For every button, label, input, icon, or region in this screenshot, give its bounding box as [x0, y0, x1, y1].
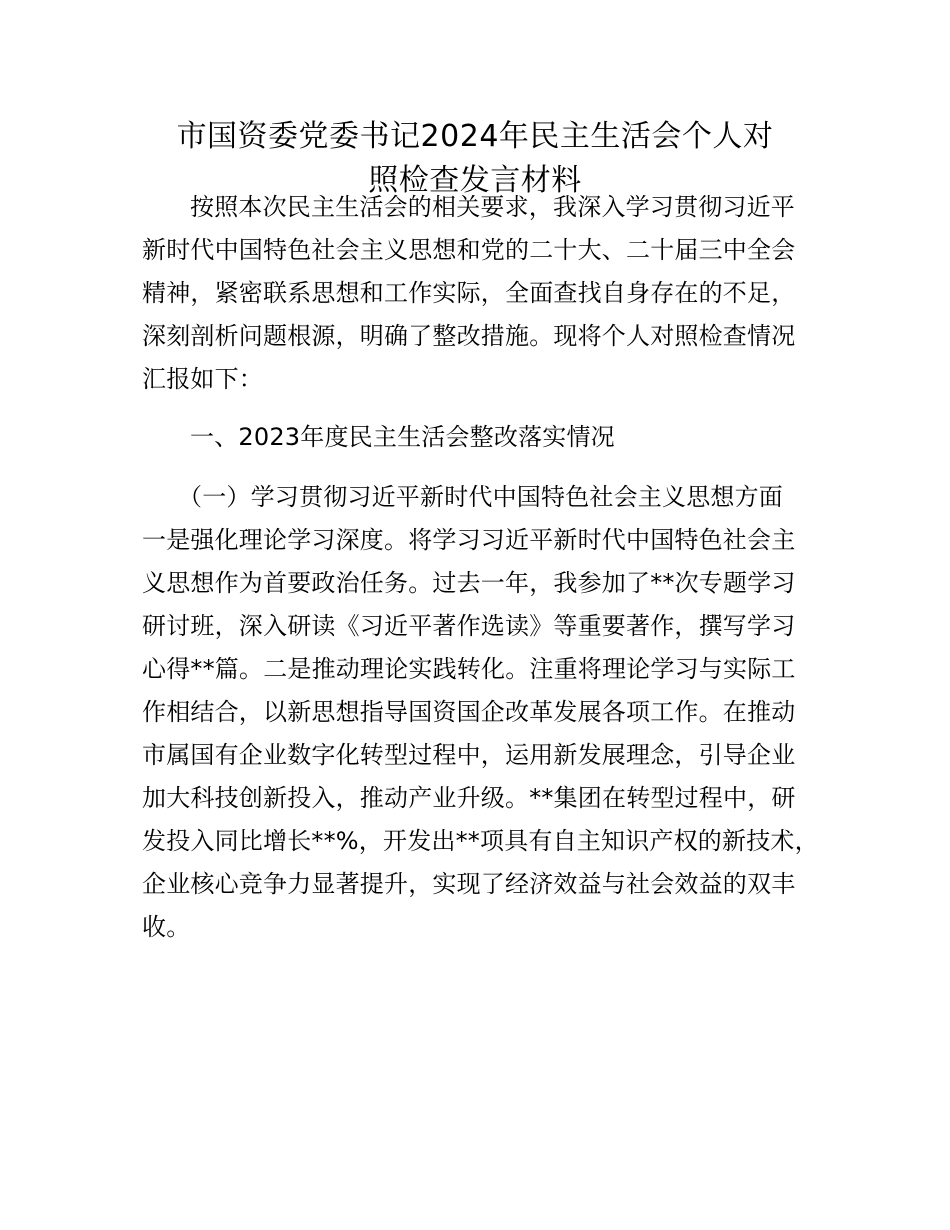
intro-line-3: 精神，紧密联系思想和工作实际，全面查找自身存在的不足， — [142, 279, 796, 307]
body-line-9: 企业核心竞争力显著提升，实现了经济效益与社会效益的双丰 — [142, 870, 796, 898]
body-line-10: 收。 — [142, 913, 191, 941]
body-line-6: 市属国有企业数字化转型过程中，运用新发展理念，引导企业 — [142, 741, 796, 769]
body-line-2: 义思想作为首要政治任务。过去一年，我参加了**次专题学习 — [142, 569, 796, 597]
section-heading: 一、2023年度民主生活会整改落实情况 — [190, 423, 615, 451]
intro-line-1: 按照本次民主生活会的相关要求，我深入学习贯彻习近平 — [190, 193, 795, 221]
body-line-1: 一是强化理论学习深度。将学习习近平新时代中国特色社会主 — [142, 526, 796, 554]
document-title-line-1: 市国资委党委书记2024年民主生活会个人对 — [176, 119, 774, 154]
body-line-3: 研讨班，深入研读《习近平著作选读》等重要著作，撰写学习 — [142, 612, 796, 640]
body-line-4: 心得**篇。二是推动理论实践转化。注重将理论学习与实际工 — [142, 655, 796, 683]
body-line-8: 发投入同比增长**%，开发出**项具有自主知识产权的新技术， — [142, 827, 819, 855]
intro-line-5: 汇报如下： — [142, 365, 263, 393]
body-line-5: 作相结合，以新思想指导国资国企改革发展各项工作。在推动 — [142, 698, 796, 726]
body-line-7: 加大科技创新投入，推动产业升级。**集团在转型过程中，研 — [142, 784, 796, 812]
intro-line-2: 新时代中国特色社会主义思想和党的二十大、二十届三中全会 — [142, 236, 796, 264]
subsection-heading: （一）学习贯彻习近平新时代中国特色社会主义思想方面 — [178, 483, 783, 511]
document-title-line-2: 照检查发言材料 — [368, 163, 582, 198]
intro-line-4: 深刻剖析问题根源，明确了整改措施。现将个人对照检查情况 — [142, 322, 796, 350]
